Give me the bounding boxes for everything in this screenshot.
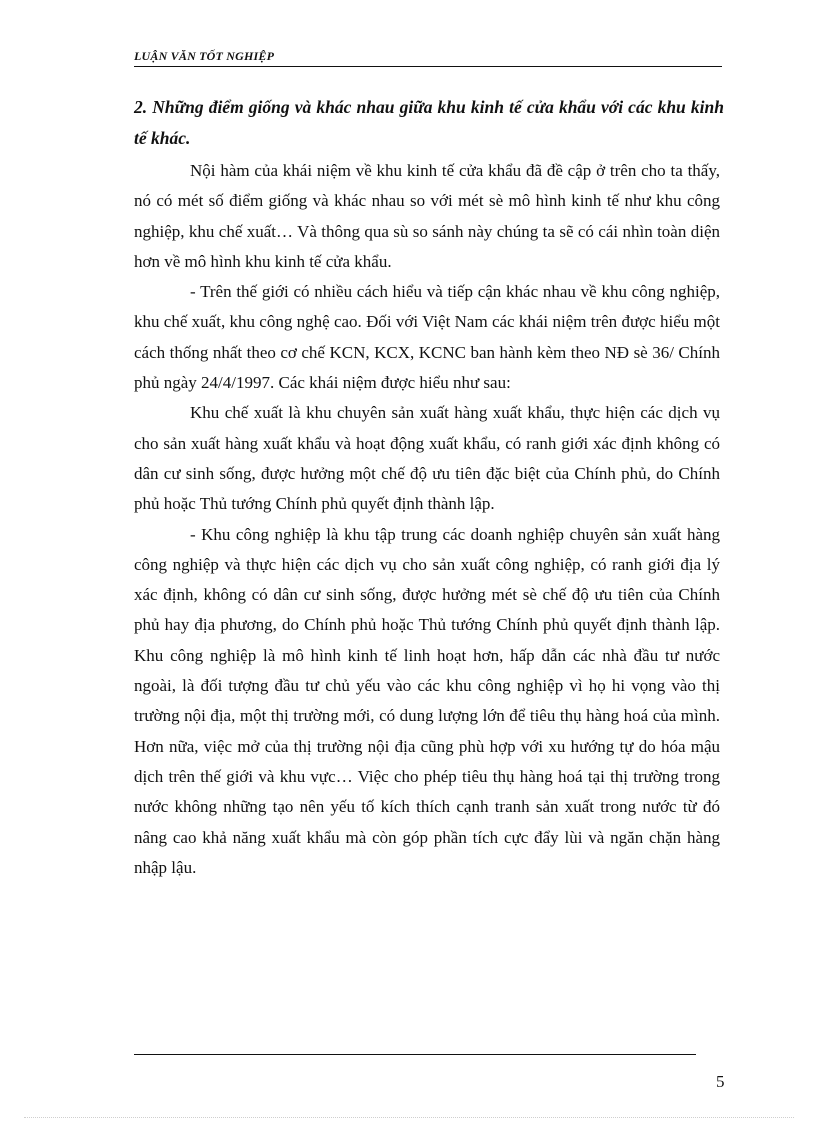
body-text (134, 156, 720, 883)
paragraph-intro: Nội hàm của khái niệm về khu kinh tế cửa khẩu đã đề cập ở trên cho ta thấy, nó có mét số điểm giống và khác nhau so với mét sè mô hình kinh tế như khu công nghiệp, khu chế xuất… Và thông qua sù so sánh này chúng ta sẽ có cái nhìn toàn diện hơn về mô hình khu kinh tế cửa khẩu. (134, 161, 720, 271)
header-divider (134, 66, 722, 67)
page-edge-divider (24, 1117, 794, 1118)
footer-divider (134, 1054, 696, 1055)
page-number: 5 (716, 1072, 725, 1091)
paragraph-export-processing-zone: Khu chế xuất là khu chuyên sản xuất hàng xuất khẩu, thực hiện các dịch vụ cho sản xuất hàng xuất khẩu và hoạt động xuất khẩu, có ranh giới xác định không có dân cư sinh sống, được hưởng một chế độ ưu tiên đặc biệt của Chính phủ, do Chính phủ hoặc Thủ tướng Chính phủ quyết định thành lập. (134, 403, 720, 514)
paragraph-definitions: - Trên thế giới có nhiều cách hiểu và tiếp cận khác nhau về khu công nghiệp, khu chế xuất, khu công nghệ cao. Đối với Việt Nam các khái niệm trên được hiểu một cách thống nhất theo cơ chế KCN, KCX, KCNC ban hành kèm theo NĐ sè 36/ Chính phủ ngày 24/4/1997. Các khái niệm được hiểu như sau: (134, 282, 720, 393)
section-heading: 2. Những điểm giống và khác nhau giữa khu kinh tế cửa khẩu với các khu kinh tế khác. (134, 97, 724, 148)
running-header-title: LUẬN VĂN TỐT NGHIỆP (134, 49, 275, 63)
paragraph-industrial-zone: - Khu công nghiệp là khu tập trung các doanh nghiệp chuyên sản xuất hàng công nghiệp và thực hiện các dịch vụ cho sản xuất công nghiệp, có ranh giới địa lý xác định, không có dân cư sinh sống, được hưởng mét sè chế độ ưu tiên của Chính phủ hay địa phương, do Chính phủ hoặc Thủ tướng Chính phủ quyết định thành lập. Khu công nghiệp là mô hình kinh tế linh hoạt hơn, hấp dẫn các nhà đầu tư nước ngoài, là đối tượng đầu tư chủ yếu vào các khu công nghiệp vì họ hi vọng vào thị trường nội địa, một thị trường mới, có dung lượng lớn để tiêu thụ hàng hoá của mình. Hơn nữa, việc mở của thị trường nội địa cũng phù hợp với xu hướng tự do hóa mậu dịch trên thế giới và khu vực… Việc cho phép tiêu thụ hàng hoá tại thị trường trong nước không những tạo nên yếu tố kích thích cạnh tranh sản xuất trong nước từ đó nâng cao khả năng xuất khẩu mà còn góp phần tích cực đẩy lùi và ngăn chặn hàng nhập lậu. (134, 524, 720, 877)
